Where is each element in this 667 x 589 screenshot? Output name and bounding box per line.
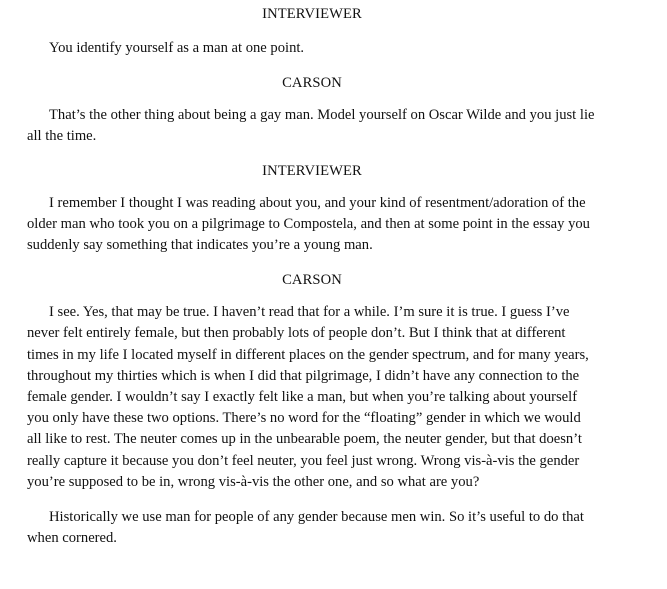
speaker-label-interviewer: INTERVIEWER (262, 162, 362, 179)
speaker-label-carson: CARSON (282, 75, 342, 92)
interviewer-question: You identify yourself as a man at one point. (49, 40, 305, 56)
carson-answer: That’s the other thing about being a gay man. Model yourself on Oscar Wilde and you just lie all the time. (27, 107, 595, 145)
carson-answer-continued: Historically we use man for people of any gender because men win. So it’s useful to do that when cornered. (27, 509, 584, 547)
speaker-label-carson: CARSON (282, 272, 342, 289)
interviewer-question: I remember I thought I was reading about you, and your kind of resentment/adoration of the older man who took you on a pilgrimage to Compostela, and then at some point in the essay you suddenly say something that indicates you’re a young man. (27, 194, 590, 254)
speaker-label-interviewer: INTERVIEWER (262, 6, 362, 22)
interview-transcript (27, 4, 597, 549)
carson-answer: I see. Yes, that may be true. I haven’t read that for a while. I’m sure it is true. I guess I’ve never felt entirely female, but then probably lots of people don’t. But I think that at different times in my life I located myself in different places on the gender spectrum, and for many years, throughout my thirties which is when I did that pilgrimage, I didn’t have any connection to the female gender. I wouldn’t say I exactly felt like a man, but when you’re talking about yourself you only have these two options. There’s no word for the “floating” gender in which we would all like to rest. The neuter comes up in the unbearable poem, the neuter gender, but that doesn’t really capture it because you don’t feel neuter, you feel just wrong. Wrong vis-à-vis the gender you’re supposed to be in, wrong vis-à-vis the other one, and so what are you? (27, 304, 589, 490)
